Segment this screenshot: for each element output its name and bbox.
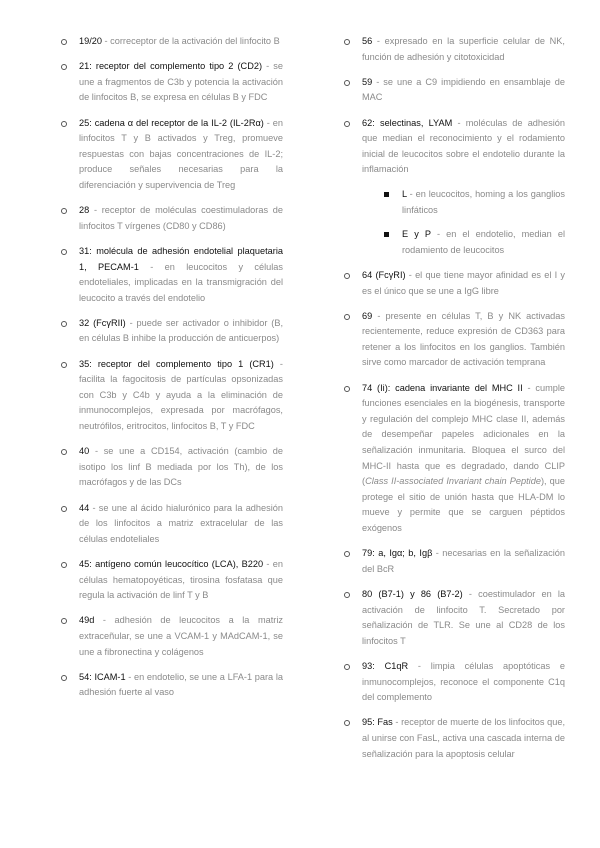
- list-item: [60, 59, 283, 106]
- circle-bullet-icon: [344, 121, 350, 127]
- cd-term: 74 (Ii): cadena invariante del MHC II: [362, 382, 523, 393]
- list-item: [60, 613, 283, 660]
- sublist-item: [382, 227, 565, 258]
- right-column: [343, 34, 565, 772]
- selectin-term: L: [402, 188, 407, 199]
- cd-description: - en leucocitos y células endoteliales, implicadas en la transmigración del leucocito a través del endotelio: [79, 261, 284, 303]
- cd-term: 32 (FcγRII): [79, 317, 126, 328]
- circle-bullet-icon: [344, 592, 350, 598]
- selectin-sublist: [362, 187, 565, 258]
- list-item: [343, 546, 565, 577]
- cd-description: - receptor de muerte de los linfocitos que, al unirse con FasL, activa una cascada interna de señalización para la apoptosis celular: [362, 717, 566, 759]
- circle-bullet-icon: [344, 551, 350, 557]
- circle-bullet-icon: [61, 39, 67, 45]
- circle-bullet-icon: [61, 362, 67, 368]
- square-bullet-icon: [384, 192, 389, 197]
- cd-term: 95: Fas: [362, 717, 393, 728]
- circle-bullet-icon: [61, 208, 67, 214]
- cd-description: - cumple funciones esenciales en la biogénesis, transporte y regulación del complejo MHC clase II, además de desempeñar papeles adicionales en la señalización inmunitaria. Bloquea el surco del MHC-II hasta que es degradado, dando CLIP (: [362, 382, 565, 487]
- list-item: [343, 75, 565, 106]
- cd-term: 80 (B7-1) y 86 (B7-2): [362, 588, 463, 599]
- list-item: [60, 501, 283, 548]
- list-item: [60, 203, 283, 234]
- square-bullet-icon: [384, 232, 389, 237]
- selectin-term: E y P: [402, 229, 431, 240]
- circle-bullet-icon: [61, 675, 67, 681]
- circle-bullet-icon: [61, 506, 67, 512]
- cd-term: 35: receptor del complemento tipo 1 (CR1): [79, 358, 274, 369]
- cd-term: 28: [79, 205, 90, 216]
- list-item: [60, 357, 283, 435]
- cd-term: 49d: [79, 615, 95, 626]
- circle-bullet-icon: [344, 720, 350, 726]
- cd-term: 45: antígeno común leucocítico (LCA), B220: [79, 558, 264, 569]
- cd-description: - coestimulador en la activación de linfocito T. Secretado por señalización de TLR. Se une al CD28 de los linfocitos T: [362, 588, 565, 646]
- cd-term: 40: [79, 446, 90, 457]
- cd-description: - receptor de moléculas coestimuladoras de linfocitos T vírgenes (CD80 y CD86): [79, 205, 283, 231]
- circle-bullet-icon: [61, 618, 67, 624]
- cd-description: - en endotelio, se une a LFA-1 para la adhesión fuerte al vaso: [79, 671, 283, 698]
- list-item: [343, 659, 565, 706]
- cd-term: 21: receptor del complemento tipo 2 (CD2): [79, 61, 262, 72]
- cd-description: - el que tiene mayor afinidad es el I y es el único que se une a IgG libre: [362, 269, 565, 296]
- circle-bullet-icon: [344, 386, 350, 392]
- list-item: [343, 34, 565, 65]
- circle-bullet-icon: [61, 562, 67, 568]
- cd-description: - presente en células T, B y NK activadas recientemente, reduce expresión de CD363 para retener a los linfocitos en los ganglios. También sirve como marcador de activación temprana: [362, 310, 565, 368]
- circle-bullet-icon: [344, 273, 350, 279]
- circle-bullet-icon: [344, 314, 350, 320]
- list-item: [60, 316, 283, 347]
- cd-term: 44: [79, 502, 90, 513]
- cd-term: 19/20: [79, 36, 102, 46]
- list-item: [60, 670, 283, 701]
- list-item: [60, 444, 283, 491]
- cd-description: - correceptor de la activación del linfocito B: [102, 36, 280, 46]
- cd-term: 54: ICAM-1: [79, 671, 126, 682]
- list-item: [60, 116, 283, 194]
- circle-bullet-icon: [61, 64, 67, 70]
- cd-description: - necesarias en la señalización del BcR: [362, 548, 566, 574]
- selectin-description: - en el endotelio, median el rodamiento de leucocitos: [402, 229, 565, 255]
- list-item: [60, 557, 283, 604]
- list-item: [60, 244, 283, 306]
- cd-description: - se une a CD154, activación (cambio de isotipo los linf B mediada por los Th), de los macrófagos y de las DCs: [79, 446, 283, 488]
- cd-term: 64 (FcγRI): [362, 269, 406, 280]
- circle-bullet-icon: [344, 80, 350, 86]
- list-item: [343, 587, 565, 649]
- clip-italic-term: Class II-associated Invariant chain Peptide: [365, 476, 541, 487]
- cd-description: - limpia células apoptóticas e inmunocomplejos, reconoce el componente C1q del complemento: [362, 660, 565, 703]
- cd-term: 79: a, Igα; b, Igβ: [362, 548, 433, 559]
- cd-term: 69: [362, 310, 373, 321]
- cd-description: - expresado en la superficie celular de NK, función de adhesión y citotoxicidad: [362, 36, 565, 62]
- cd-description: - se une a fragmentos de C3b y potencia la activación de linfocitos B, se expresa en células B y FDC: [79, 61, 283, 103]
- list-item: [343, 268, 565, 299]
- cd-term: 93: C1qR: [362, 660, 409, 671]
- cd-term: 59: [362, 76, 373, 87]
- circle-bullet-icon: [61, 249, 67, 255]
- cd-description: - en linfocitos T y B activados y Treg, promueve respuestas con bajas concentraciones de IL-2; produce señales necesarias para la diferenciación y supervivencia de Treg: [79, 117, 283, 190]
- list-item: [343, 309, 565, 371]
- cd-term: 56: [362, 36, 373, 46]
- cd-term: 31: molécula de adhesión endotelial plaquetaria 1, PECAM-1: [79, 245, 283, 272]
- circle-bullet-icon: [61, 121, 67, 127]
- cd-term: 25: cadena α del receptor de la IL-2 (IL-2Rα): [79, 117, 264, 128]
- list-item: [343, 381, 565, 537]
- cd-term: 62: selectinas, LYAM: [362, 117, 453, 128]
- circle-bullet-icon: [344, 39, 350, 45]
- circle-bullet-icon: [344, 664, 350, 670]
- cd-description: - en células hematopoyéticas, tirosina fosfatasa que regula la activación de linf T y B: [79, 558, 283, 601]
- left-column: [60, 34, 283, 711]
- sublist-item: [382, 187, 565, 218]
- cd-description: - puede ser activador o inhibidor (B, en células B inhibe la producción de anticuerpos): [79, 317, 283, 344]
- list-item: [343, 116, 565, 259]
- selectin-description: - en leucocitos, homing a los ganglios linfáticos: [402, 188, 565, 215]
- cd-description-tail: ), que protege el sitio de unión hasta que HLA-DM lo mueve y permite que se carguen péptidos exógenos: [362, 476, 565, 533]
- cd-description: - se une al ácido hialurónico para la adhesión de los linfocitos a matriz extracelular de las células endoteliales: [79, 502, 283, 544]
- circle-bullet-icon: [61, 449, 67, 455]
- list-item: [343, 715, 565, 762]
- cd-description: - se une a C9 impidiendo en ensamblaje de MAC: [362, 76, 565, 103]
- circle-bullet-icon: [61, 321, 67, 327]
- list-item: [60, 34, 283, 50]
- cd-description: - adhesión de leucocitos a la matriz extraceñular, se une a VCAM-1 y MAdCAM-1, se une a fibronectina y colágenos: [79, 615, 283, 657]
- cd-description: - facilita la fagocitosis de partículas opsonizadas con C3b y C4b y ayuda a la eliminación de inmunocomplejos, expresada por macrófagos, neutrófilos, eritrocitos, linfocitos B, T y FDC: [79, 358, 283, 432]
- cd-description: - moléculas de adhesión que median el reconocimiento y el rodamiento inicial de leucocitos sobre el endotelio durante la inflamación: [362, 117, 565, 175]
